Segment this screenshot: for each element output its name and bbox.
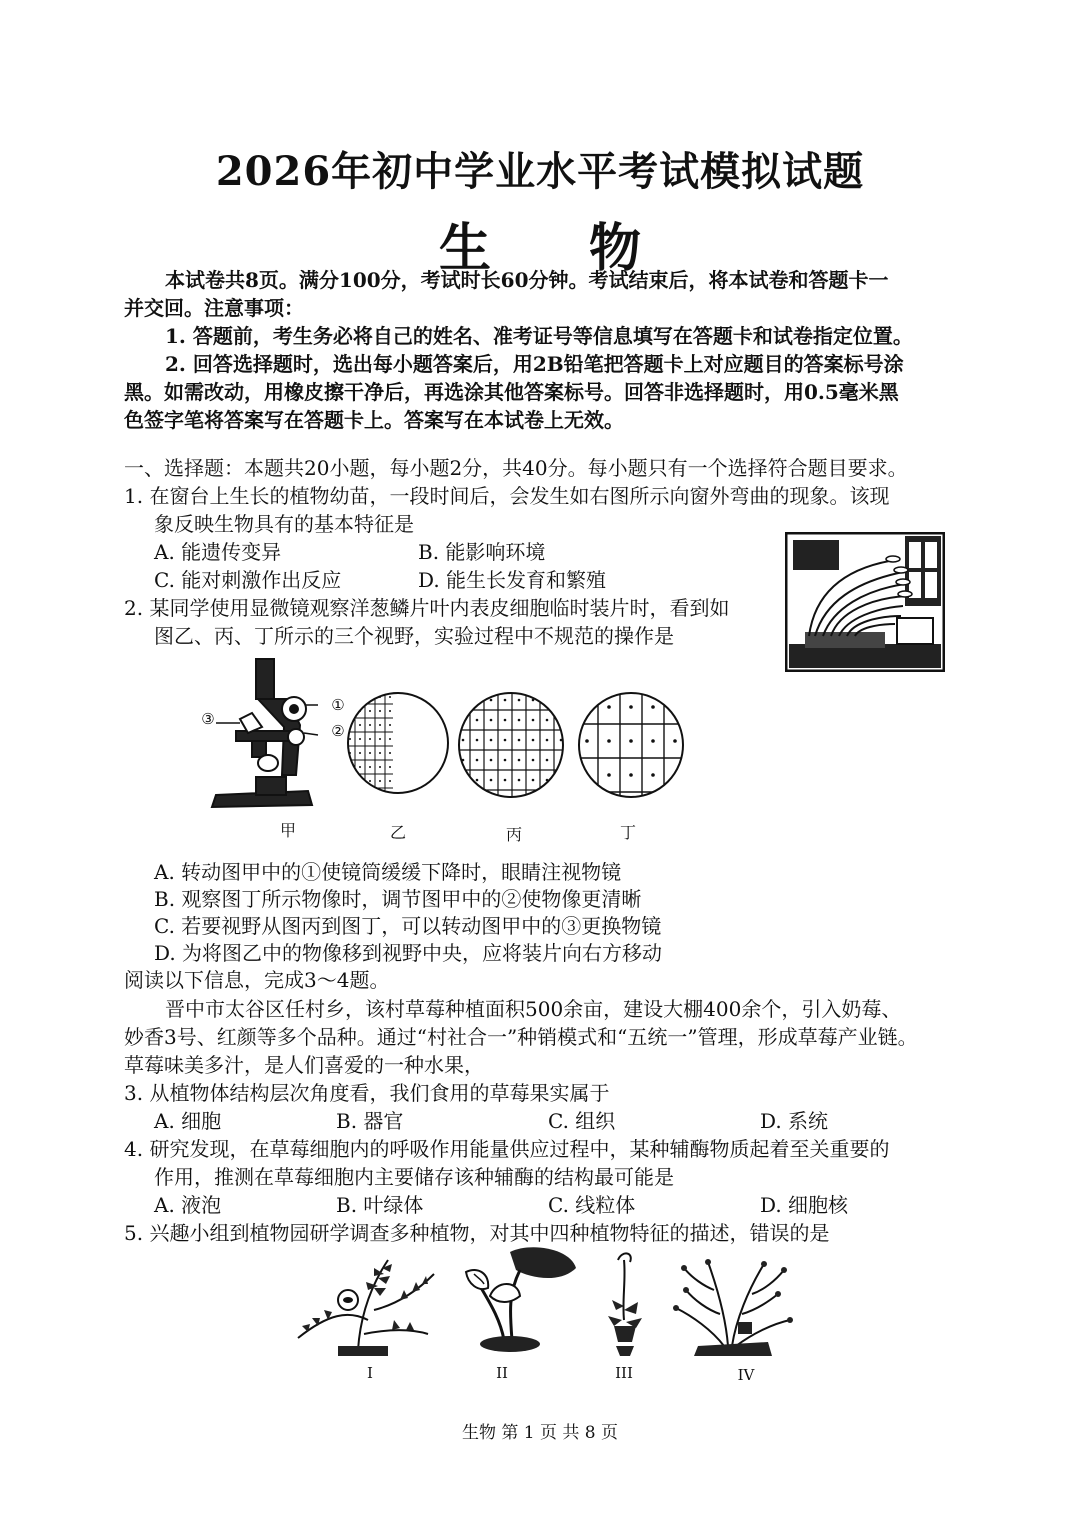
reading-intro: 阅读以下信息，完成3～4题。	[124, 968, 390, 992]
q2-option-a: A. 转动图甲中的①使镜筒缓缓下降时，眼睛注视物镜	[154, 860, 622, 884]
q4-option-c: C. 线粒体	[548, 1193, 636, 1217]
figure-label-bing: 丙	[505, 825, 522, 844]
q3-stem: 3. 从植物体结构层次角度看，我们食用的草莓果实属于	[124, 1081, 610, 1105]
notice-item-2c: 色签字笔将答案写在答题卡上。答案写在本试卷上无效。	[124, 408, 624, 432]
q4-option-a: A. 液泡	[154, 1193, 222, 1217]
figure-label-jia: 甲	[279, 821, 296, 840]
plant-fern-figure	[288, 1250, 438, 1360]
q1-option-d: D. 能生长发育和繁殖	[418, 568, 607, 592]
figure-label-ding: 丁	[619, 823, 636, 842]
q4-stem-line-2: 作用，推测在草莓细胞内主要储存该种辅酶的结构最可能是	[154, 1165, 674, 1189]
field-view-bing	[456, 690, 566, 800]
q3-option-d: D. 系统	[760, 1109, 829, 1133]
microscope-part-2-mark: ②	[331, 722, 345, 740]
plant-label-4: IV	[737, 1366, 755, 1384]
plant-algae-figure	[668, 1250, 794, 1360]
plant-moss-figure	[600, 1250, 650, 1360]
q1-option-a: A. 能遗传变异	[154, 540, 282, 564]
notice-item-2a: 2. 回答选择题时，选出每小题答案后，用2B铅笔把答题卡上对应题目的答案标号涂	[165, 352, 904, 376]
notice-line-2: 并交回。注意事项：	[124, 296, 304, 320]
seedling-window-figure	[785, 532, 945, 672]
reading-paragraph-line-3: 草莓味美多汁，是人们喜爱的一种水果，	[124, 1053, 484, 1077]
q1-stem-line-1: 1. 在窗台上生长的植物幼苗，一段时间后，会发生如右图所示向窗外弯曲的现象。该现	[124, 484, 890, 508]
q2-option-b: B. 观察图丁所示物像时，调节图甲中的②使物像更清晰	[154, 887, 642, 911]
microscope-part-3-mark: ③	[201, 710, 215, 728]
q2-option-c: C. 若要视野从图丙到图丁，可以转动图甲中的③更换物镜	[154, 914, 662, 938]
notice-item-2b: 黑。如需改动，用橡皮擦干净后，再选涂其他答案标号。回答非选择题时，用0.5毫米黑	[124, 380, 899, 404]
exam-title: 2026年初中学业水平考试模拟试题	[215, 148, 865, 195]
q1-stem-line-2: 象反映生物具有的基本特征是	[154, 512, 414, 536]
subject-title: 生 物	[438, 218, 682, 279]
field-view-yi	[345, 690, 451, 796]
q1-option-c: C. 能对刺激作出反应	[154, 568, 342, 592]
q2-option-d: D. 为将图乙中的物像移到视野中央，应将装片向右方移动	[154, 941, 663, 965]
reading-paragraph-line-1: 晋中市太谷区任村乡，该村草莓种植面积500余亩，建设大棚400余个，引入奶莓、	[165, 997, 902, 1021]
q2-stem-line-2: 图乙、丙、丁所示的三个视野，实验过程中不规范的操作是	[154, 624, 674, 648]
plant-label-3: III	[615, 1364, 633, 1382]
q3-option-c: C. 组织	[548, 1109, 616, 1133]
q4-option-d: D. 细胞核	[760, 1193, 849, 1217]
field-view-ding	[576, 690, 686, 800]
notice-line-1: 本试卷共8页。满分100分，考试时长60分钟。考试结束后，将本试卷和答题卡一	[165, 268, 889, 292]
q2-stem-line-1: 2. 某同学使用显微镜观察洋葱鳞片叶内表皮细胞临时装片时，看到如	[124, 596, 730, 620]
page-footer: 生物 第 1 页 共 8 页	[461, 1423, 619, 1443]
figure-label-yi: 乙	[389, 823, 406, 842]
plant-label-1: I	[367, 1364, 373, 1382]
plant-label-2: II	[496, 1364, 508, 1382]
q4-option-b: B. 叶绿体	[336, 1193, 424, 1217]
reading-paragraph-line-2: 妙香3号、红颜等多个品种。通过“村社合一”种销模式和“五统一”管理，形成草莓产业链。	[124, 1025, 918, 1049]
section-1-heading: 一、选择题：本题共20小题，每小题2分，共40分。每小题只有一个选择符合题目要求。	[124, 456, 908, 480]
microscope-part-1-mark: ①	[331, 696, 345, 714]
q4-stem-line-1: 4. 研究发现，在草莓细胞内的呼吸作用能量供应过程中，某种辅酶物质起着至关重要的	[124, 1137, 890, 1161]
q5-stem: 5. 兴趣小组到植物园研学调查多种植物，对其中四种植物特征的描述，错误的是	[124, 1221, 830, 1245]
plant-lotus-figure	[460, 1244, 580, 1354]
notice-item-1: 1. 答题前，考生务必将自己的姓名、准考证号等信息填写在答题卡和试卷指定位置。	[165, 324, 913, 348]
q3-option-b: B. 器官	[336, 1109, 404, 1133]
q3-option-a: A. 细胞	[154, 1109, 222, 1133]
q1-option-b: B. 能影响环境	[418, 540, 546, 564]
